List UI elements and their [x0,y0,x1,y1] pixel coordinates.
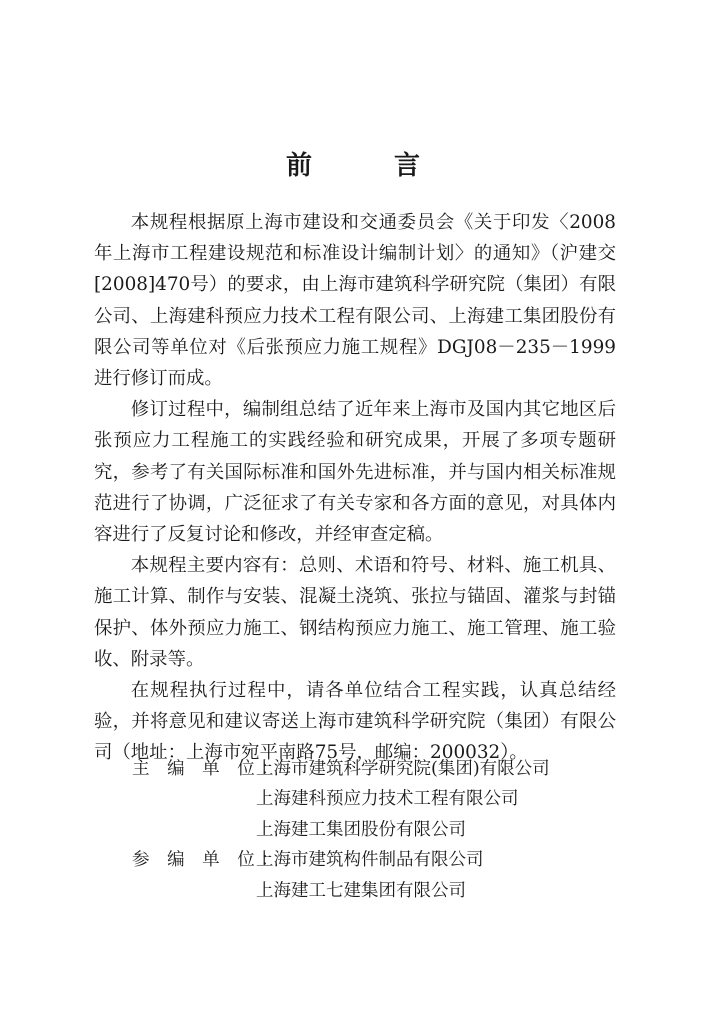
chief-editor-units [132,754,632,845]
participating-org: 上海市建筑构件制品有限公司 [256,850,484,871]
paragraph-revision-process: 修订过程中，编制组总结了近年来上海市及国内其它地区后张预应力工程施工的实践经验和研究成果，开展了多项专题研究，参考了有关国际标准和国外先进标准，并与国内相关标准规范进行了协调，广泛征求了有关专家和各方面的意见，对具体内容进行了反复讨论和修改，并经审查定稿。 [94,399,616,546]
compiling-units [132,754,632,906]
preface-body [94,207,616,769]
participating-label: 参 编 单 位： [132,850,285,871]
chief-editor-org: 上海市建筑科学研究院(集团)有限公司 [256,759,550,779]
paragraph-feedback: 在规程执行过程中，请各单位结合工程实践，认真总结经验，并将意见和建议寄送上海市建筑科学研究院（集团）有限公司（地址：上海市宛平南路75号，邮编：200032）。 [94,680,616,764]
paragraph-revision-basis: 本规程根据原上海市建设和交通委员会《关于印发〈2008年上海市工程建设规范和标准设计编制计划〉的通知》（沪建交[2008]470号）的要求，由上海市建筑科学研究院（集团）有限公司、上海建科预应力技术工程有限公司、上海建工集团股份有限公司等单位对《后张预应力施工规程》DGJ08－235－1999进行修订而成。 [94,212,616,390]
page-title: 前 言 [285,151,448,181]
participating-org-list [256,845,484,906]
participating-units [132,845,632,906]
chief-editor-org-list [256,754,550,845]
chief-editor-org: 上海建科预应力技术工程有限公司 [256,789,519,810]
chief-editor-org: 上海建工集团股份有限公司 [256,819,466,840]
paragraph-main-contents: 本规程主要内容有：总则、术语和符号、材料、施工机具、施工计算、制作与安装、混凝土浇筑、张拉与锚固、灌浆与封锚保护、体外预应力施工、钢结构预应力施工、施工管理、施工验收、附录等。 [94,555,616,670]
chief-editor-label: 主 编 单 位： [132,759,285,779]
participating-org: 上海建工七建集团有限公司 [256,880,466,901]
